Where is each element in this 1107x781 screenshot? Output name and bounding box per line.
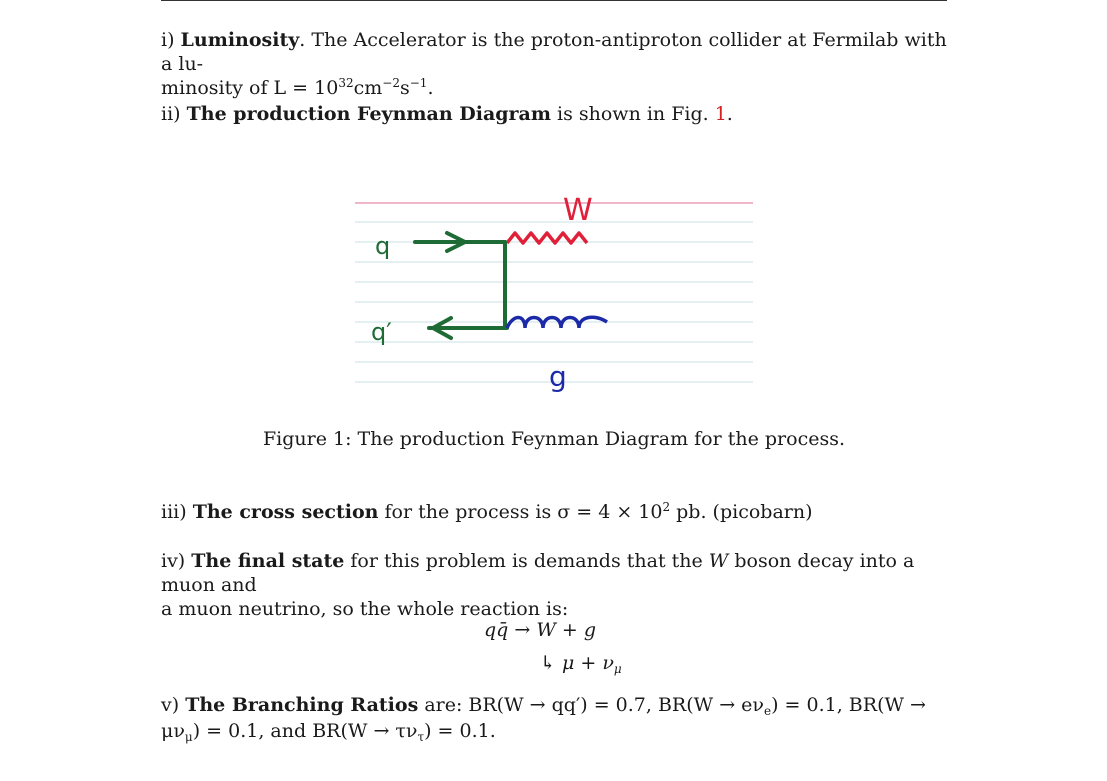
feynman-diagram-figure	[355, 176, 753, 402]
item-text: . The Accelerator is the proton-antiproton collider at Fermilab with a lu-	[161, 29, 947, 75]
decay-products: μ + ν	[561, 652, 614, 674]
item-text: for this problem is demands that the	[344, 550, 709, 572]
exponent: −1	[409, 76, 428, 90]
label-q: q	[375, 232, 391, 260]
item-title: The Branching Ratios	[185, 694, 419, 716]
item-cross-section: iii) The cross section for the process is $\sigma = 4 \times 10^2$ pb. (picobarn)	[161, 500, 813, 523]
item-final-state	[161, 549, 947, 621]
exponent: 2	[662, 500, 671, 514]
label-g: g	[549, 360, 567, 393]
item-number: iv)	[161, 550, 186, 572]
item-title: The cross section	[192, 501, 379, 523]
figure-reference-link[interactable]: 1	[714, 103, 727, 125]
item-text: are: BR(W → qq′) = 0.7, BR(W → eν	[418, 694, 764, 716]
item-text: minosity of L = 10	[161, 77, 339, 99]
exponent: −2	[382, 76, 400, 90]
top-rule	[161, 0, 947, 1]
item-text: ) = 0.1.	[424, 720, 496, 742]
label-w: W	[563, 193, 593, 228]
item-luminosity: i) Luminosity. The Accelerator is the proton-antiproton collider at Fermilab with a lu- minosity of $L = 10^{32}cm^{-2}s^{-1}$.	[161, 29, 947, 99]
unit: s	[399, 77, 410, 99]
figure-caption: Figure 1: The production Feynman Diagram for the process.	[262, 428, 845, 450]
item-branching-ratios: v) The Branching Ratios are: BR(W → qq′) = 0.7, $BR(W \to e\nu_e) = 0.1$, BR(W → $\mu\nu_\mu) = 0.1$, and $BR(W \to \tau\nu_\tau) = 0.1$.	[161, 694, 926, 744]
decay-arrow-icon: ↳	[540, 652, 556, 674]
reaction-decay: ↳ $\mu + \nu_\mu$	[540, 652, 622, 676]
item-text: ) = 0.1, BR(W →	[771, 694, 926, 716]
item-number: ii)	[161, 103, 181, 125]
label-qprime: q′	[371, 318, 392, 346]
item-number: iii)	[161, 501, 187, 523]
item-title: The final state	[191, 550, 345, 572]
item-text: μν	[161, 720, 185, 742]
item-text: boson decay into a muon and	[161, 550, 915, 596]
item-text: is shown in Fig.	[550, 103, 715, 125]
item-number: i)	[161, 29, 175, 51]
reaction-equation: qq̄ → W + g	[484, 619, 597, 641]
unit: cm	[353, 77, 383, 99]
w-symbol: W	[708, 550, 729, 572]
item-feynman: ii) The production Feynman Diagram is shown in Fig. 1.	[161, 103, 733, 125]
exponent: 32	[338, 76, 354, 90]
item-title: Luminosity	[180, 29, 300, 51]
item-text: a muon neutrino, so the whole reaction is:	[161, 598, 569, 620]
item-title: The production Feynman Diagram	[186, 103, 551, 125]
item-number: v)	[161, 694, 180, 716]
item-text: for the process is σ = 4 × 10	[378, 501, 663, 523]
item-text: ) = 0.1, and BR(W → τν	[192, 720, 418, 742]
